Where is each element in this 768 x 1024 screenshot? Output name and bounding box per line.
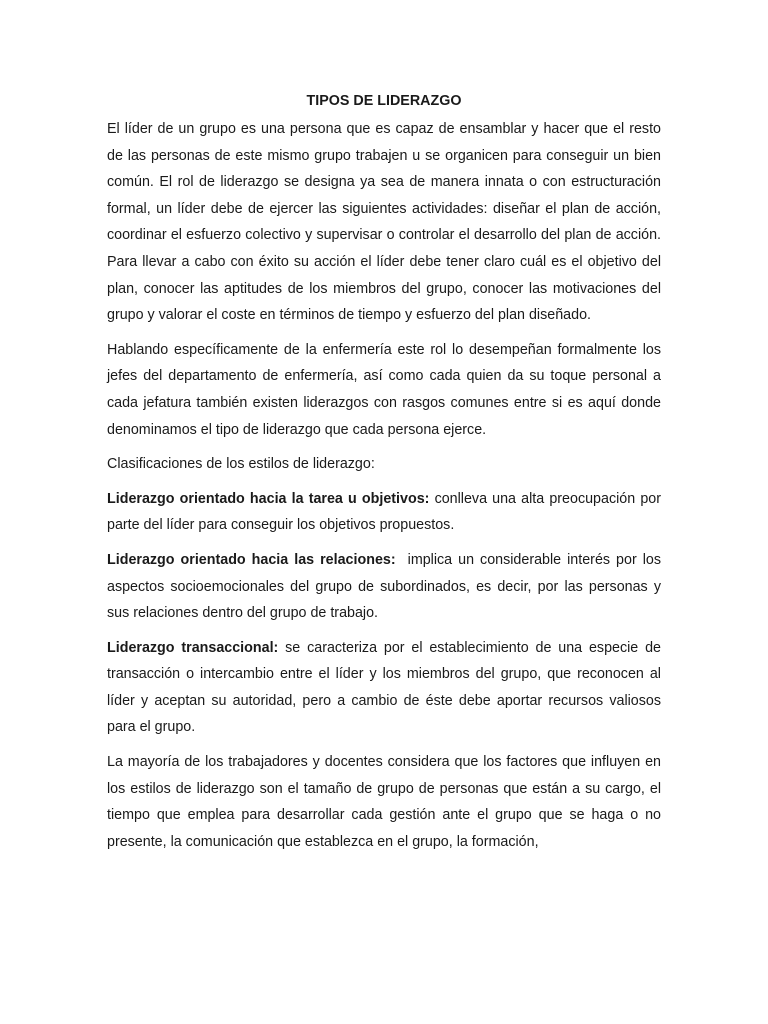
intro-paragraph: El líder de un grupo es una persona que es capaz de ensamblar y hacer que el resto de las personas de este mismo grupo trabajen u se organicen para conseguir un bien común. El rol de liderazgo se designa ya sea de manera innata o con estructuración formal, un líder debe de ejercer las siguientes actividades: diseñar el plan de acción, coordinar el esfuerzo colectivo y supervisar o controlar el desarrollo del plan de acción. Para llevar a cabo con éxito su acción el líder debe tener claro cuál es el objetivo del plan, conocer las aptitudes de los miembros del grupo, conocer las motivaciones del grupo y valorar el coste en términos de tiempo y esfuerzo del plan diseñado. (107, 121, 661, 324)
style-relations-paragraph (107, 547, 665, 627)
style-transactional-text: se caracteriza por el establecimiento de una especie de transacción o intercambio entre el líder y los miembros del grupo, que reconocen al líder y aceptan su autoridad, pero a cambio de éste debe aportar recursos valiosos para el grupo. (107, 639, 661, 736)
nursing-paragraph: Hablando específicamente de la enfermería este rol lo desempeñan formalmente los jefes del departamento de enfermería, así como cada quien da su toque personal a cada jefatura también existen liderazgos con rasgos comunes entre si es aquí donde denominamos el tipo de liderazgo que cada persona ejerce. (107, 341, 661, 438)
style-transactional-term: Liderazgo transaccional: (107, 639, 279, 656)
style-task-term: Liderazgo orientado hacia la tarea u objetivos: (107, 490, 430, 507)
closing-paragraph: La mayoría de los trabajadores y docentes considera que los factores que influyen en los estilos de liderazgo son el tamaño de grupo de personas que están a su cargo, el tiempo que emplea para desarrollar cada gestión ante el grupo que se haga o no presente, la comunicación que establezca en el grupo, la formación, (107, 754, 661, 850)
style-task-paragraph (107, 486, 661, 539)
style-transactional-paragraph (107, 635, 661, 741)
style-relations-text: implica un considerable interés por los aspectos socioemocionales del grupo de subordinados, es decir, por las personas y sus relaciones dentro del grupo de trabajo. (107, 551, 665, 622)
document-body (107, 88, 665, 863)
style-task-text: conlleva una alta preocupación por parte del líder para conseguir los objetivos propuestos. (107, 490, 661, 534)
document-title: TIPOS DE LIDERAZGO (306, 93, 462, 109)
style-relations-term: Liderazgo orientado hacia las relaciones: (107, 551, 396, 568)
classifications-heading: Clasificaciones de los estilos de liderazgo: (107, 456, 375, 473)
